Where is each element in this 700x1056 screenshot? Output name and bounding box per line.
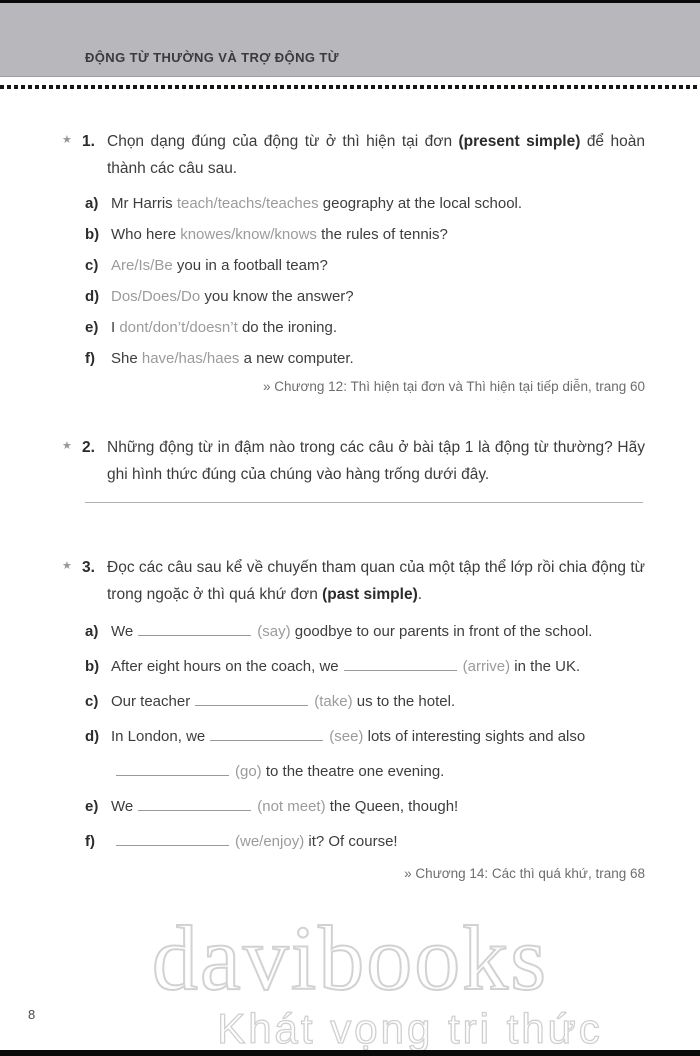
instruction-text: Đọc các câu sau kể về chuyến tham quan của một tập thể lớp rồi chia động từ trong ngoặc ở thì quá khứ đơn bbox=[107, 559, 645, 603]
item-row bbox=[85, 726, 645, 747]
answer-blank bbox=[210, 727, 323, 741]
chapter-header-band bbox=[0, 0, 700, 77]
item-text-post: it? Of course! bbox=[304, 833, 398, 850]
item-row bbox=[85, 621, 645, 642]
exercise-2-instructions: Những động từ in đậm nào trong các câu ở bài tập 1 là động từ thường? Hãy ghi hình thức đúng của chúng vào hàng trống dưới đây. bbox=[107, 439, 645, 483]
item-text-post: do the ironing. bbox=[237, 319, 338, 336]
chapter-reference: » Chương 14: Các thì quá khứ, trang 68 bbox=[404, 866, 645, 881]
item-text bbox=[111, 193, 645, 215]
item-text-post: the Queen, though! bbox=[325, 798, 459, 815]
answer-blank bbox=[195, 692, 308, 706]
item-text-pre: I bbox=[111, 319, 120, 336]
item-label: f) bbox=[85, 833, 95, 850]
star-icon: ★ bbox=[62, 134, 72, 146]
exercise-3-items bbox=[62, 621, 645, 852]
verb-options: Are/Is/Be bbox=[111, 257, 173, 274]
verb-hint: (not meet) bbox=[257, 798, 326, 815]
exercise-number: 2. bbox=[82, 439, 95, 456]
item-text-pre: Mr Harris bbox=[111, 195, 177, 212]
item-text bbox=[111, 796, 645, 817]
instruction-bold-text: (present simple) bbox=[458, 133, 581, 150]
item-row bbox=[85, 831, 645, 852]
item-label: a) bbox=[85, 623, 99, 640]
page-number: 8 bbox=[28, 1007, 36, 1022]
item-text bbox=[111, 224, 645, 246]
page-bottom-edge bbox=[0, 1050, 700, 1056]
exercise-2 bbox=[62, 434, 645, 503]
item-row bbox=[85, 796, 645, 817]
verb-hint: (we/enjoy) bbox=[235, 833, 305, 850]
item-label: e) bbox=[85, 319, 99, 336]
item-text bbox=[111, 726, 645, 747]
item-text bbox=[111, 348, 645, 370]
item-row bbox=[85, 691, 645, 712]
star-icon: ★ bbox=[62, 560, 72, 572]
item-text bbox=[111, 286, 645, 308]
item-text bbox=[111, 761, 645, 782]
item-label: c) bbox=[85, 257, 99, 274]
item-label: e) bbox=[85, 798, 99, 815]
instruction-text: Chọn dạng đúng của động từ ở thì hiện tại đơn bbox=[107, 133, 459, 150]
exercise-number: 3. bbox=[82, 559, 95, 576]
exercise-3 bbox=[62, 554, 645, 881]
verb-hint: (go) bbox=[235, 763, 262, 780]
watermark-tagline: Khát vọng tri thức bbox=[217, 1005, 603, 1052]
item-label: a) bbox=[85, 195, 99, 212]
item-label: d) bbox=[85, 728, 100, 745]
exercise-1-instructions bbox=[107, 128, 645, 182]
item-text-post: goodbye to our parents in front of the school. bbox=[290, 623, 593, 640]
item-label: d) bbox=[85, 288, 100, 305]
item-text-post: lots of interesting sights and also bbox=[363, 728, 586, 745]
item-row-continuation bbox=[85, 761, 645, 782]
item-text-post: the rules of tennis? bbox=[316, 226, 448, 243]
item-row bbox=[85, 255, 645, 277]
item-text bbox=[111, 317, 645, 339]
verb-hint: (say) bbox=[257, 623, 291, 640]
item-label: f) bbox=[85, 350, 95, 367]
exercise-1-items bbox=[62, 193, 645, 370]
answer-write-line bbox=[85, 501, 643, 503]
item-text-post: a new computer. bbox=[239, 350, 354, 367]
item-text-pre: We bbox=[111, 798, 134, 815]
instruction-bold-text: (past simple) bbox=[322, 586, 418, 603]
verb-options: knowes/know/knows bbox=[180, 226, 317, 243]
instruction-text: để hoàn thành các câu sau. bbox=[107, 133, 645, 177]
answer-blank bbox=[116, 832, 229, 846]
item-text-pre: Our teacher bbox=[111, 693, 191, 710]
exercise-3-instructions bbox=[107, 554, 645, 608]
star-icon: ★ bbox=[62, 440, 72, 452]
item-label: c) bbox=[85, 693, 99, 710]
item-label: b) bbox=[85, 226, 100, 243]
item-text bbox=[111, 255, 645, 277]
verb-hint: (see) bbox=[329, 728, 364, 745]
answer-blank bbox=[344, 657, 457, 671]
exercise-1 bbox=[62, 128, 645, 182]
chapter-header-title: ĐỘNG TỪ THƯỜNG VÀ TRỢ ĐỘNG TỪ bbox=[85, 50, 339, 65]
item-text-post: to the theatre one evening. bbox=[261, 763, 445, 780]
item-text-post: you in a football team? bbox=[172, 257, 328, 274]
item-text-pre: In London, we bbox=[111, 728, 206, 745]
item-text-post: you know the answer? bbox=[200, 288, 354, 305]
item-text bbox=[111, 656, 645, 677]
verb-options: Dos/Does/Do bbox=[111, 288, 201, 305]
page-top-edge bbox=[0, 0, 700, 3]
verb-options: have/has/haes bbox=[141, 350, 240, 367]
verb-hint: (take) bbox=[314, 693, 353, 710]
answer-blank bbox=[138, 797, 251, 811]
item-row bbox=[85, 193, 645, 215]
item-label: b) bbox=[85, 658, 100, 675]
item-text-pre: She bbox=[111, 350, 142, 367]
page-content bbox=[62, 128, 645, 881]
item-text bbox=[111, 831, 645, 852]
item-row bbox=[85, 656, 645, 677]
item-row bbox=[85, 348, 645, 370]
exercise-number: 1. bbox=[82, 133, 95, 150]
item-text-post: us to the hotel. bbox=[352, 693, 456, 710]
item-row bbox=[85, 286, 645, 308]
answer-blank bbox=[138, 622, 251, 636]
answer-blank bbox=[116, 762, 229, 776]
item-row bbox=[85, 317, 645, 339]
publisher-watermark bbox=[0, 907, 700, 1052]
item-text bbox=[111, 621, 645, 642]
verb-options: dont/don’t/doesn’t bbox=[119, 319, 238, 336]
dotted-divider bbox=[0, 85, 700, 89]
verb-options: teach/teachs/teaches bbox=[176, 195, 319, 212]
verb-hint: (arrive) bbox=[462, 658, 511, 675]
item-row bbox=[85, 224, 645, 246]
item-text-pre: Who here bbox=[111, 226, 181, 243]
instruction-text: . bbox=[417, 586, 423, 603]
item-text-pre: After eight hours on the coach, we bbox=[111, 658, 339, 675]
watermark-logo-text: davibooks bbox=[151, 907, 549, 1009]
item-label bbox=[85, 761, 111, 782]
item-text-pre: We bbox=[111, 623, 134, 640]
chapter-reference: » Chương 12: Thì hiện tại đơn và Thì hiện tại tiếp diễn, trang 60 bbox=[263, 379, 645, 394]
item-text-post: in the UK. bbox=[510, 658, 581, 675]
item-text bbox=[111, 691, 645, 712]
item-text-post: geography at the local school. bbox=[318, 195, 523, 212]
